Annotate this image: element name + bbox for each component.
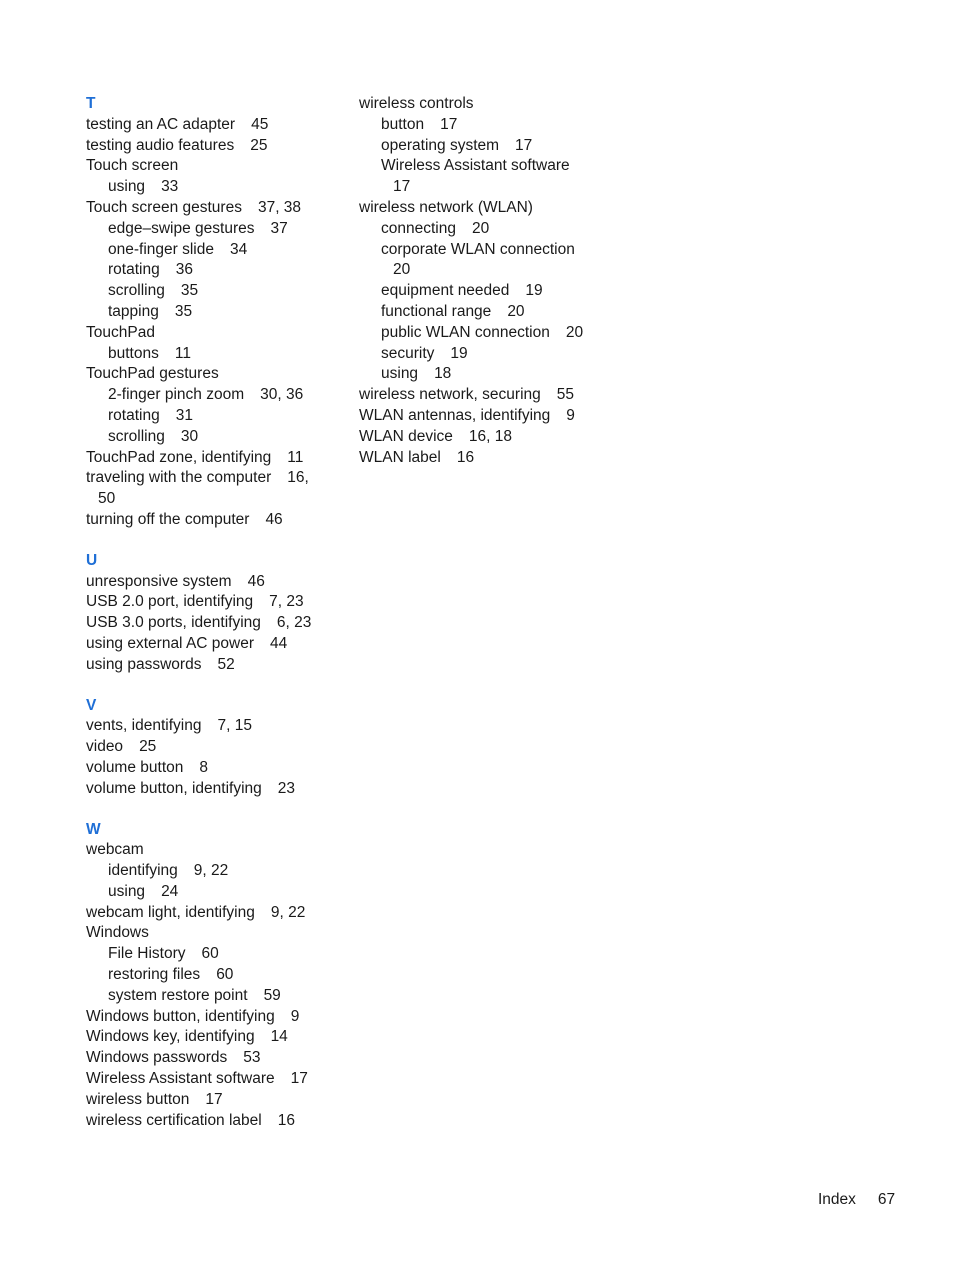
entry-term: Windows passwords — [86, 1049, 228, 1067]
index-entry — [86, 1007, 336, 1028]
entry-pages: 16 — [456, 448, 475, 466]
entry-pages: 9, 22 — [193, 862, 229, 880]
index-entry — [359, 448, 619, 469]
entry-pages: 46 — [265, 510, 283, 528]
entry-pages: 19 — [525, 282, 543, 300]
index-entry — [86, 136, 336, 157]
entry-pages-continued: 17 — [393, 178, 411, 196]
entry-pages: 7, 15 — [217, 717, 252, 735]
index-entry — [86, 592, 336, 613]
entry-pages: 30, 36 — [260, 386, 304, 404]
index-entry — [86, 655, 336, 676]
entry-pages: 44 — [270, 634, 288, 652]
entry-pages: 20 — [507, 302, 525, 320]
entry-term: Windows key, identifying — [86, 1028, 255, 1046]
index-entry — [86, 1069, 336, 1090]
entry-pages: 45 — [251, 115, 269, 133]
entry-term: connecting — [381, 219, 456, 237]
index-subentry — [86, 302, 336, 323]
index-section — [86, 696, 336, 800]
entry-pages: 37 — [270, 219, 288, 237]
entry-term: restoring files — [108, 966, 201, 984]
entry-term: volume button, identifying — [86, 779, 262, 797]
entry-term: corporate WLAN connection — [381, 240, 575, 258]
entry-pages: 17 — [205, 1090, 223, 1108]
index-subentry — [359, 281, 619, 302]
index-entry — [86, 1111, 336, 1132]
entry-term: using passwords — [86, 655, 202, 673]
index-subentry — [86, 861, 336, 882]
entry-pages: 6, 23 — [276, 614, 312, 632]
entry-term: TouchPad gestures — [86, 365, 219, 383]
entry-term: Windows button, identifying — [86, 1007, 275, 1025]
index-subentry — [86, 882, 336, 903]
page-footer — [818, 1190, 895, 1210]
index-entry — [86, 323, 336, 344]
index-subentry — [86, 240, 336, 261]
entry-term: Touch screen gestures — [86, 198, 242, 216]
entry-pages: 60 — [201, 945, 219, 963]
index-entry — [86, 448, 336, 469]
entry-term: edge–swipe gestures — [108, 219, 255, 237]
index-subentry — [359, 240, 619, 282]
index-subentry — [86, 219, 336, 240]
entry-pages: 9 — [566, 406, 575, 424]
entry-term: webcam light, identifying — [86, 903, 255, 921]
entry-pages: 34 — [229, 240, 248, 258]
index-entry — [86, 1027, 336, 1048]
entry-term: testing an AC adapter — [86, 115, 236, 133]
entry-pages: 53 — [243, 1049, 261, 1067]
index-entry — [86, 115, 336, 136]
index-entry — [86, 198, 336, 219]
index-subentry — [359, 323, 619, 344]
index-entry — [86, 1090, 336, 1111]
entry-term: WLAN device — [359, 427, 453, 445]
entry-pages: 18 — [434, 365, 452, 383]
index-subentry — [359, 364, 619, 385]
entry-pages: 25 — [250, 136, 268, 154]
index-subentry — [359, 115, 619, 136]
entry-term: volume button — [86, 758, 184, 776]
entry-pages: 52 — [217, 655, 235, 673]
index-subentry — [86, 986, 336, 1007]
entry-term: rotating — [108, 261, 160, 279]
entry-pages-continued: 20 — [393, 261, 411, 279]
index-entry — [359, 406, 619, 427]
entry-pages: 24 — [161, 882, 179, 900]
footer-label: Index — [818, 1191, 856, 1208]
index-section — [86, 820, 336, 1132]
entry-pages: 20 — [565, 323, 584, 341]
entry-term: turning off the computer — [86, 510, 250, 528]
entry-term: traveling with the computer — [86, 469, 272, 487]
entry-term: one-finger slide — [108, 240, 214, 258]
entry-term: Touch screen — [86, 157, 179, 175]
entry-pages: 16 — [277, 1111, 295, 1129]
entry-term: WLAN label — [359, 448, 441, 466]
entry-term: video — [86, 738, 124, 756]
index-subentry — [86, 344, 336, 365]
entry-pages: 31 — [175, 406, 193, 424]
entry-term: 2-finger pinch zoom — [108, 386, 245, 404]
entry-pages: 59 — [263, 986, 281, 1004]
entry-pages: 37, 38 — [257, 198, 302, 216]
entry-term: WLAN antennas, identifying — [359, 406, 551, 424]
entry-pages: 55 — [556, 386, 575, 404]
index-entry — [86, 737, 336, 758]
entry-term: using — [108, 178, 146, 196]
index-entry — [86, 156, 336, 177]
index-entry — [86, 634, 336, 655]
entry-term: using external AC power — [86, 634, 255, 652]
section-letter-heading: V — [86, 696, 97, 714]
index-entry — [359, 385, 619, 406]
index-entry — [359, 94, 619, 115]
entry-term: wireless network, securing — [359, 386, 541, 404]
entry-term: unresponsive system — [86, 572, 232, 590]
section-letter-heading: U — [86, 551, 98, 569]
entry-term: identifying — [108, 862, 178, 880]
index-entry — [86, 716, 336, 737]
entry-term: security — [381, 344, 435, 362]
entry-term: Windows — [86, 924, 149, 942]
index-subentry — [359, 219, 619, 240]
index-subentry — [359, 156, 619, 198]
footer-page-number: 67 — [877, 1191, 896, 1208]
entry-term: rotating — [108, 406, 160, 424]
entry-pages: 16, — [287, 469, 309, 487]
entry-term: TouchPad zone, identifying — [86, 448, 272, 466]
index-column-right — [359, 94, 619, 468]
entry-pages: 8 — [199, 758, 208, 776]
entry-term: testing audio features — [86, 136, 235, 154]
index-subentry — [86, 427, 336, 448]
section-letter-heading: W — [86, 820, 101, 838]
index-section — [86, 94, 336, 531]
index-entry — [86, 510, 336, 531]
entry-term: tapping — [108, 302, 159, 320]
index-subentry — [86, 406, 336, 427]
entry-pages: 17 — [515, 136, 533, 154]
entry-term: TouchPad — [86, 323, 155, 341]
index-entry — [86, 840, 336, 861]
entry-term: wireless controls — [359, 95, 474, 112]
index-entry — [86, 923, 336, 944]
entry-pages: 9, 22 — [270, 903, 306, 921]
entry-pages: 35 — [174, 302, 193, 320]
index-subentry — [86, 385, 336, 406]
entry-pages: 11 — [174, 344, 191, 362]
index-subentry — [359, 302, 619, 323]
index-section — [86, 551, 336, 676]
entry-term: using — [381, 365, 419, 383]
index-column-left — [86, 94, 336, 1131]
entry-pages: 17 — [290, 1070, 308, 1088]
entry-term: scrolling — [108, 427, 165, 445]
entry-term: scrolling — [108, 282, 165, 300]
entry-term: equipment needed — [381, 282, 510, 300]
entry-pages: 14 — [270, 1028, 288, 1046]
entry-pages: 7, 23 — [269, 593, 304, 611]
entry-pages: 60 — [216, 966, 234, 984]
entry-pages: 35 — [180, 282, 199, 300]
index-entry — [86, 903, 336, 924]
entry-term: functional range — [381, 302, 492, 320]
entry-pages: 9 — [290, 1007, 300, 1025]
entry-pages: 30 — [180, 427, 199, 445]
index-subentry — [86, 965, 336, 986]
entry-term: button — [381, 115, 425, 133]
index-entry — [359, 198, 619, 219]
index-subentry — [86, 944, 336, 965]
entry-pages: 19 — [450, 344, 468, 362]
index-entry — [86, 758, 336, 779]
entry-pages-continued: 50 — [98, 490, 116, 508]
index-entry — [86, 1048, 336, 1069]
entry-pages: 23 — [277, 779, 296, 797]
index-subentry — [86, 177, 336, 198]
index-subentry — [86, 281, 336, 302]
index-entry — [86, 572, 336, 593]
entry-pages: 25 — [139, 738, 157, 756]
entry-term: USB 3.0 ports, identifying — [86, 614, 261, 632]
entry-term: using — [108, 882, 146, 900]
index-section — [359, 94, 619, 468]
index-entry — [86, 364, 336, 385]
index-entry — [86, 779, 336, 800]
entry-term: wireless certification label — [86, 1111, 262, 1129]
index-entry — [359, 427, 619, 448]
entry-term: wireless button — [86, 1090, 190, 1108]
entry-term: system restore point — [108, 986, 248, 1004]
entry-term: wireless network (WLAN) — [359, 198, 533, 216]
index-entry — [86, 468, 336, 510]
entry-term: operating system — [381, 136, 500, 154]
entry-term: Wireless Assistant software — [86, 1070, 275, 1088]
index-subentry — [86, 260, 336, 281]
entry-term: Wireless Assistant software — [381, 157, 570, 175]
entry-term: USB 2.0 port, identifying — [86, 593, 254, 611]
section-letter-heading: T — [86, 95, 96, 112]
entry-term: vents, identifying — [86, 717, 202, 735]
entry-pages: 17 — [440, 115, 458, 133]
entry-term: public WLAN connection — [381, 323, 550, 341]
entry-pages: 33 — [161, 178, 179, 196]
entry-pages: 11 — [287, 448, 304, 466]
index-subentry — [359, 344, 619, 365]
entry-pages: 36 — [175, 261, 193, 279]
entry-term: buttons — [108, 344, 159, 362]
entry-pages: 20 — [471, 219, 490, 237]
entry-pages: 16, 18 — [468, 427, 513, 445]
index-entry — [86, 613, 336, 634]
entry-term: File History — [108, 945, 186, 963]
entry-pages: 46 — [247, 572, 265, 590]
entry-term: webcam — [86, 841, 144, 859]
index-subentry — [359, 136, 619, 157]
